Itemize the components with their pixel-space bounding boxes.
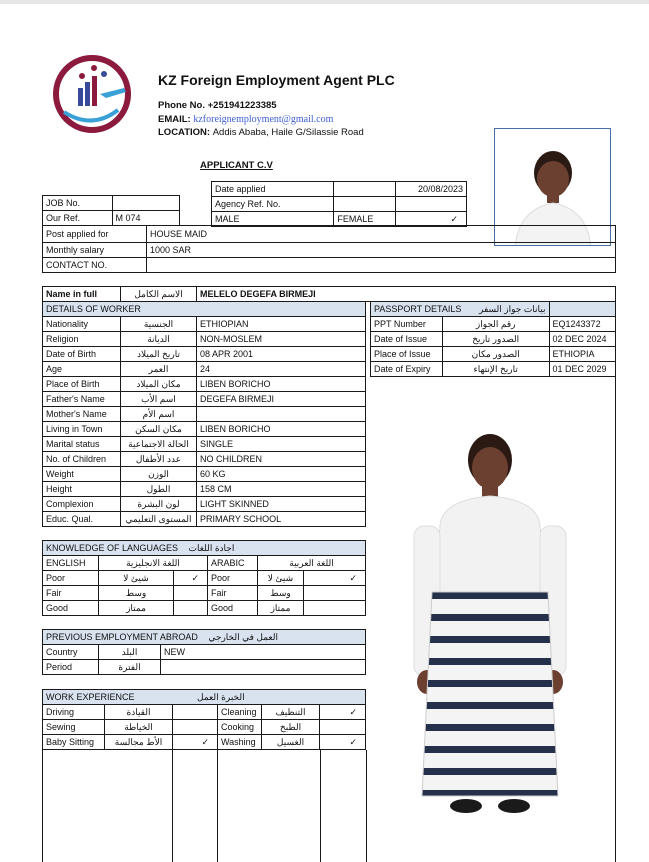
country-label: Country (43, 645, 99, 660)
salary-value[interactable]: 1000 SAR (147, 243, 616, 258)
right-rule (615, 370, 616, 862)
rule-col-3 (217, 750, 218, 862)
work-experience-table (42, 689, 366, 750)
name-label: Name in full (43, 287, 121, 302)
rule-col-5 (320, 750, 321, 862)
name-value[interactable]: MELELO DEGEFA BIRMEJI (197, 287, 616, 302)
worker-details-table (42, 301, 366, 527)
language-level-row: Poor شيئ لا ✓ Poor شيئ لا ✓ (43, 571, 366, 586)
male-label: MALE (212, 212, 334, 227)
location-value: Addis Ababa, Haile G/Silassie Road (212, 127, 364, 138)
phone-number: +251941223385 (207, 100, 277, 111)
company-logo (52, 54, 132, 138)
company-name: KZ Foreign Employment Agent PLC (158, 72, 395, 88)
email-label: EMAIL: (158, 114, 191, 125)
worker-row: Educ. Qual. المستوى التعليمي PRIMARY SCHOOL (43, 512, 366, 527)
post-value[interactable]: HOUSE MAID (147, 226, 616, 243)
job-no-value[interactable] (112, 196, 179, 211)
post-label: Post applied for (43, 226, 147, 243)
worker-row: Religion الديانة NON-MOSLEM (43, 332, 366, 347)
work-experience-header: WORK EXPERIENCE الخبرة العمل (43, 690, 366, 705)
rule-col-2 (172, 750, 173, 862)
passport-row: Date of Expiry تاريخ الإنتهاء 01 DEC 2029 (371, 362, 616, 377)
work-experience-row: Driving القيادة Cleaning التنظيف ✓ (43, 705, 366, 720)
country-label-ar: البلد (99, 645, 161, 660)
languages-table (42, 540, 366, 616)
left-rule (42, 750, 43, 862)
cv-title: APPLICANT C.V (200, 160, 273, 171)
phone-label: Phone No. (158, 100, 205, 111)
language-level-row: Good ممتاز Good ممتاز (43, 601, 366, 616)
worker-row: Height الطول 158 CM (43, 482, 366, 497)
date-agency-table (211, 181, 467, 227)
worker-details-header: DETAILS OF WORKER (43, 302, 366, 317)
worker-row: Date of Birth تاريخ الميلاد 08 APR 2001 (43, 347, 366, 362)
period-label: Period (43, 660, 99, 675)
previous-employment-header: PREVIOUS EMPLOYMENT ABROAD العمل في الخارجي (43, 630, 366, 645)
name-table (42, 286, 616, 302)
our-ref-label: Our Ref. (43, 211, 113, 226)
worker-row: Weight الوزن 60 KG (43, 467, 366, 482)
period-label-ar: الفترة (99, 660, 161, 675)
worker-row: Complexion لون البشرة LIGHT SKINNED (43, 497, 366, 512)
email-link[interactable]: kzforeignemployment@gmail.com (193, 114, 334, 125)
salary-label: Monthly salary (43, 243, 147, 258)
agency-ref-value[interactable] (396, 197, 467, 212)
arabic-label: ARABIC (208, 556, 258, 571)
contact-label: CONTACT NO. (43, 258, 147, 273)
worker-row: Mother's Name اسم الأم (43, 407, 366, 422)
company-location-line (158, 127, 364, 138)
country-value[interactable]: NEW (161, 645, 366, 660)
worker-row: Father's Name اسم الأب DEGEFA BIRMEJI (43, 392, 366, 407)
worker-row: Marital status الحالة الاجتماعية SINGLE (43, 437, 366, 452)
worker-row: Living in Town مكان السكن LIBEN BORICHO (43, 422, 366, 437)
worker-row: Place of Birth مكان الميلاد LIBEN BORICHO (43, 377, 366, 392)
our-ref-value[interactable]: M 074 (112, 211, 179, 226)
passport-table (370, 301, 616, 377)
passport-row: PPT Number رقم الجواز EQ1243372 (371, 317, 616, 332)
post-table (42, 225, 616, 273)
agency-ref-label: Agency Ref. No. (212, 197, 334, 212)
top-border (0, 0, 649, 4)
previous-employment-table (42, 629, 366, 675)
passport-header: PASSPORT DETAILS بيانات جواز السفر (371, 302, 550, 317)
rule-col-6 (366, 750, 367, 862)
english-label-ar: اللغة الانجليزية (99, 556, 208, 571)
work-experience-row: Sewing الخياطة Cooking الطبخ (43, 720, 366, 735)
job-no-label: JOB No. (43, 196, 113, 211)
worker-row: Age العمر 24 (43, 362, 366, 377)
contact-value[interactable] (147, 258, 616, 273)
full-body-photo (370, 416, 611, 831)
company-phone-line (158, 100, 277, 111)
date-applied-value[interactable]: 20/08/2023 (396, 182, 467, 197)
female-check[interactable]: ✓ (396, 212, 467, 227)
language-level-row: Fair وسط Fair وسط (43, 586, 366, 601)
arabic-label-ar: اللغة العربية (258, 556, 366, 571)
work-experience-row: Baby Sitting الأط مجالسة ✓ Washing الغسيل ✓ (43, 735, 366, 750)
female-label: FEMALE (334, 212, 396, 227)
worker-row: Nationality الجنسية ETHIOPIAN (43, 317, 366, 332)
job-ref-table (42, 195, 180, 226)
english-label: ENGLISH (43, 556, 99, 571)
languages-header: KNOWLEDGE OF LANGUAGES اجادة اللغات (43, 541, 366, 556)
passport-row: Date of Issue الصدور تاريخ 02 DEC 2024 (371, 332, 616, 347)
worker-row: No. of Children عدد الأطفال NO CHILDREN (43, 452, 366, 467)
name-label-ar: الاسم الكامل (121, 287, 197, 302)
company-email-line (158, 114, 333, 125)
period-value[interactable] (161, 660, 366, 675)
passport-row: Place of Issue الصدور مكان ETHIOPIA (371, 347, 616, 362)
date-applied-label: Date applied (212, 182, 334, 197)
location-label: LOCATION: (158, 127, 211, 138)
